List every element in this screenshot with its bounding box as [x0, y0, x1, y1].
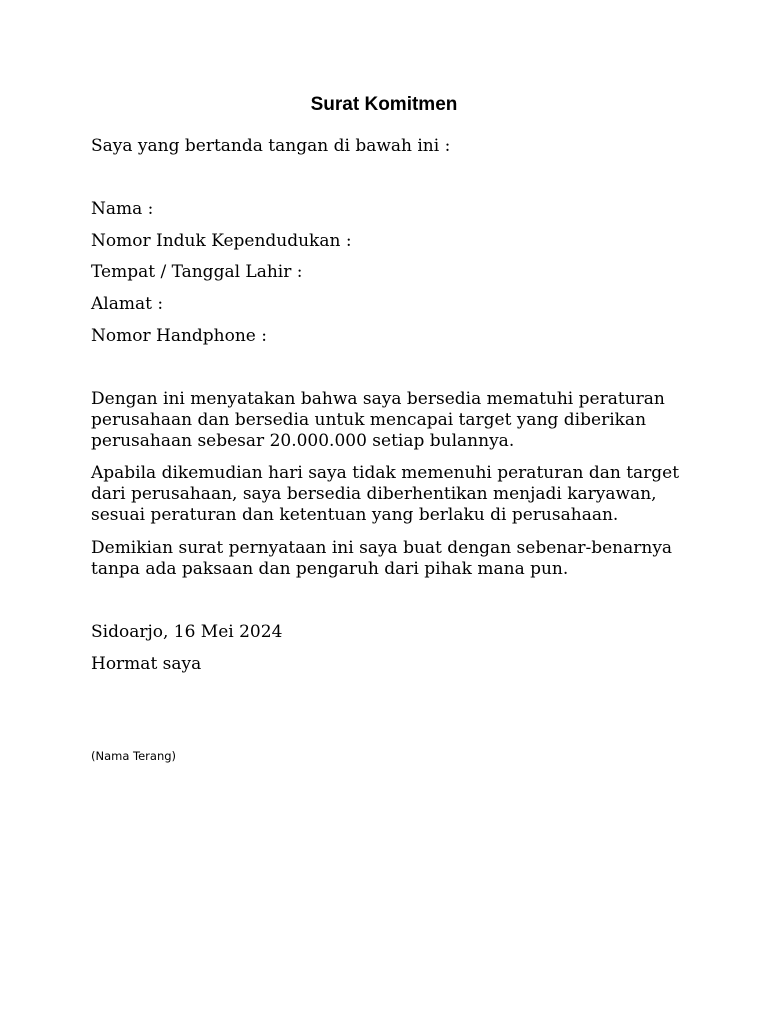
field-ttl: Tempat / Tanggal Lahir : [91, 262, 303, 282]
paragraph-line: perusahaan sebesar 20.000.000 setiap bulannya. [91, 431, 515, 451]
paragraph-line: Dengan ini menyatakan bahwa saya bersedia mematuhi peraturan [91, 389, 665, 409]
field-nama: Nama : [91, 199, 154, 219]
paragraph-line: sesuai peraturan dan ketentuan yang berlaku di perusahaan. [91, 505, 619, 525]
paragraph-statement [91, 389, 691, 452]
intro-text: Saya yang bertanda tangan di bawah ini : [91, 136, 451, 156]
paragraph-line: dari perusahaan, saya bersedia diberhentikan menjadi karyawan, [91, 484, 657, 504]
document-title: Surat Komitmen [310, 94, 458, 115]
paragraph-line: Demikian surat pernyataan ini saya buat dengan sebenar-benarnya [91, 538, 673, 558]
paragraph-declaration [91, 538, 691, 580]
paragraph-line: Apabila dikemudian hari saya tidak memenuhi peraturan dan target [91, 463, 680, 483]
field-nik: Nomor Induk Kependudukan : [91, 231, 352, 251]
closing-text: Hormat saya [91, 654, 202, 674]
paragraph-line: tanpa ada paksaan dan pengaruh dari pihak mana pun. [91, 559, 569, 579]
place-date: Sidoarjo, 16 Mei 2024 [91, 622, 283, 642]
field-nomor-handphone: Nomor Handphone : [91, 326, 267, 346]
paragraph-line: perusahaan dan bersedia untuk mencapai target yang diberikan [91, 410, 647, 430]
field-alamat: Alamat : [91, 294, 164, 314]
signature-name: (Nama Terang) [91, 749, 177, 763]
paragraph-consequence [91, 463, 691, 526]
